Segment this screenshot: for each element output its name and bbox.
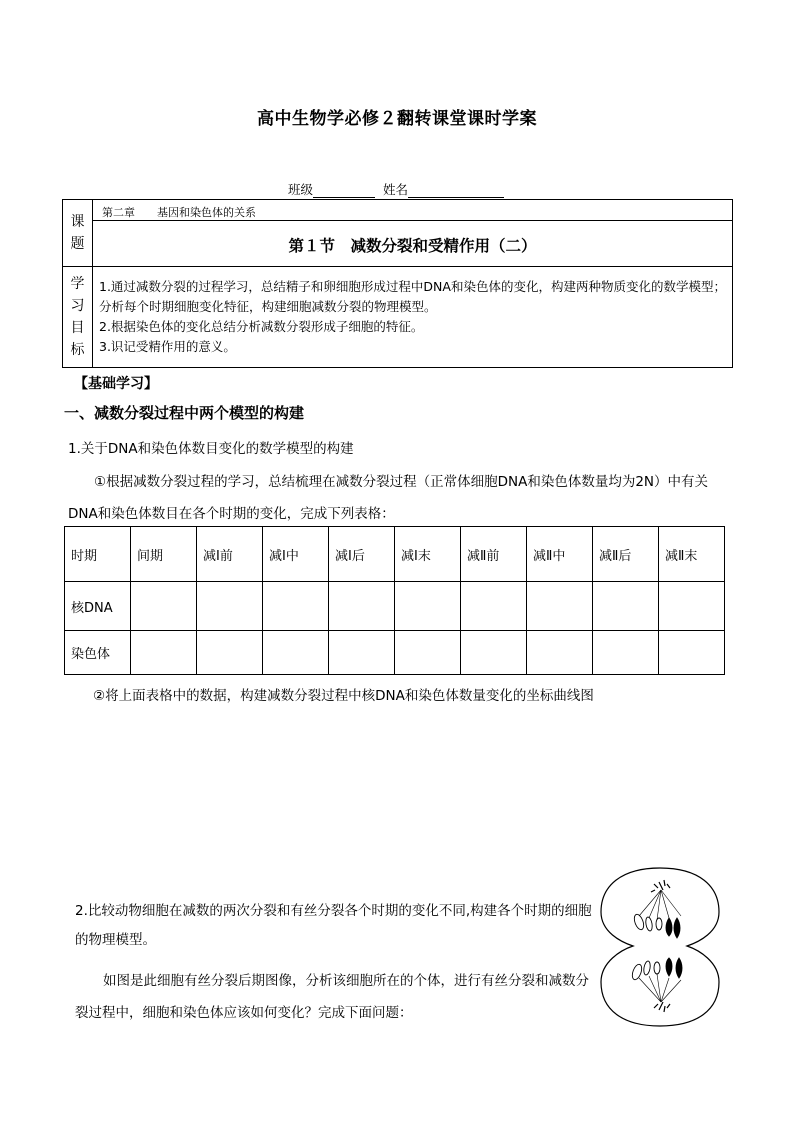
table-row-chromosome xyxy=(65,631,725,675)
header-cell: 减Ⅱ末 xyxy=(659,527,725,582)
row-label-chromosome: 染色体 xyxy=(65,631,131,675)
header-cell: 减Ⅰ前 xyxy=(197,527,263,582)
name-blank[interactable] xyxy=(408,184,504,198)
answer-cell[interactable] xyxy=(197,631,263,675)
class-blank[interactable] xyxy=(313,184,375,198)
name-label: 姓名 xyxy=(382,182,408,197)
header-cell: 减Ⅰ后 xyxy=(329,527,395,582)
goal-item: 2.根据染色体的变化总结分析减数分裂形成子细胞的特征。 xyxy=(99,319,424,334)
table-row-dna xyxy=(65,582,725,631)
answer-cell[interactable] xyxy=(461,631,527,675)
question1-step2: ②将上面表格中的数据，构建减数分裂过程中核DNA和染色体数量变化的坐标曲线图 xyxy=(93,688,594,704)
basic-learning-heading: 【基础学习】 xyxy=(74,376,158,392)
question2-instruction: 如图是此细胞有丝分裂后期图像，分析该细胞所在的个体，进行有丝分裂和减数分裂过程中，细胞和染色体应该如何变化？完成下面问题： xyxy=(75,973,589,1021)
part1-heading: 一、减数分裂过程中两个模型的构建 xyxy=(64,404,305,422)
question1-instruction: ①根据减数分裂过程的学习，总结梳理在减数分裂过程（正常体细胞DNA和染色体数量均为2N）中有关DNA和染色体数目在各个时期的变化，完成下列表格： xyxy=(68,474,709,522)
header-cell: 减Ⅱ后 xyxy=(593,527,659,582)
class-name-line xyxy=(288,180,504,198)
document-title: 高中生物学必修２翻转课堂课时学案 xyxy=(257,109,537,129)
answer-cell[interactable] xyxy=(527,582,593,631)
header-cell: 减Ⅱ前 xyxy=(461,527,527,582)
mitosis-anaphase-cell-figure xyxy=(599,862,721,1030)
section-title: 第１节 减数分裂和受精作用（二） xyxy=(93,221,733,267)
answer-cell[interactable] xyxy=(461,582,527,631)
answer-cell[interactable] xyxy=(131,631,197,675)
answer-cell[interactable] xyxy=(395,582,461,631)
answer-cell[interactable] xyxy=(659,582,725,631)
answer-cell[interactable] xyxy=(197,582,263,631)
goal-item: 1.通过减数分裂的过程学习，总结精子和卵细胞形成过程中DNA和染色体的变化，构建两种物质变化的数学模型；分析每个时期细胞变化特征，构建细胞减数分裂的物理模型。 xyxy=(99,279,726,314)
header-cell: 减Ⅰ末 xyxy=(395,527,461,582)
header-cell: 减Ⅰ中 xyxy=(263,527,329,582)
dna-chromosome-table xyxy=(64,526,725,675)
lesson-info-table xyxy=(62,199,733,368)
topic-label: 课题 xyxy=(63,200,93,267)
chapter-text: 第二章 基因和染色体的关系 xyxy=(93,200,733,221)
answer-cell[interactable] xyxy=(593,582,659,631)
answer-cell[interactable] xyxy=(131,582,197,631)
class-label: 班级 xyxy=(288,182,314,197)
question2-text: 2.比较动物细胞在减数的两次分裂和有丝分裂各个时期的变化不同,构建各个时期的细胞的物理模型。 xyxy=(75,903,592,948)
goal-item: 3.识记受精作用的意义。 xyxy=(99,339,236,354)
goals-label: 学习目标 xyxy=(63,267,93,368)
row-label-dna: 核DNA xyxy=(65,582,131,631)
header-cell: 减Ⅱ中 xyxy=(527,527,593,582)
answer-cell[interactable] xyxy=(263,631,329,675)
question1-title: 1.关于DNA和染色体数目变化的数学模型的构建 xyxy=(68,441,354,457)
answer-cell[interactable] xyxy=(263,582,329,631)
answer-cell[interactable] xyxy=(395,631,461,675)
answer-cell[interactable] xyxy=(329,631,395,675)
learning-goals xyxy=(93,267,733,368)
answer-cell[interactable] xyxy=(527,631,593,675)
answer-cell[interactable] xyxy=(659,631,725,675)
header-cell: 时期 xyxy=(65,527,131,582)
header-cell: 间期 xyxy=(131,527,197,582)
answer-cell[interactable] xyxy=(329,582,395,631)
answer-cell[interactable] xyxy=(593,631,659,675)
